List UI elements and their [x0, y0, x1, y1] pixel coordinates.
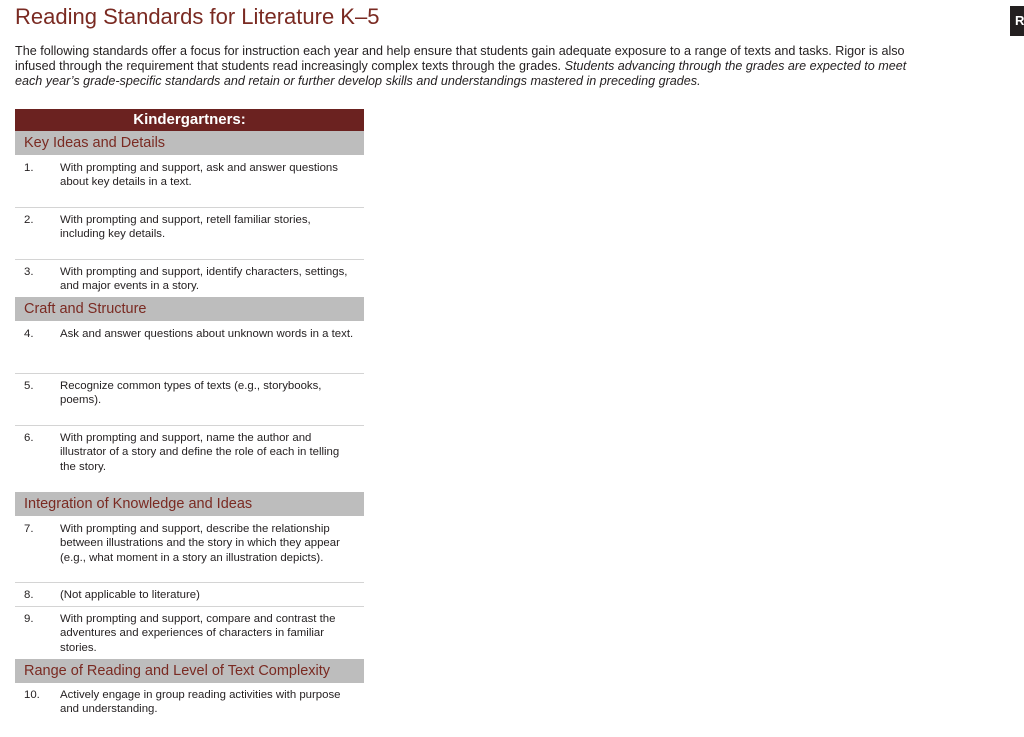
row-divider [15, 606, 364, 607]
section-craft-structure: Craft and Structure [15, 297, 364, 321]
row-divider [15, 259, 364, 260]
page-title: Reading Standards for Literature K–5 [15, 4, 380, 29]
grade-header: Kindergartners: [15, 109, 364, 131]
standard-text: With prompting and support, describe the relationship between illustrations and the story in which they appear (e.g., what moment in a story an illustration depicts). [60, 523, 340, 564]
intro-line-3 [15, 74, 1024, 89]
standard-number: 6. [24, 432, 34, 444]
intro-line-3-italic: each year’s grade-specific standards and retain or further develop skills and understandings mastered in preceding grades. [15, 74, 701, 88]
intro-paragraph [15, 44, 1024, 89]
intro-line-2 [15, 59, 1024, 74]
standard-number: 9. [24, 613, 34, 625]
row-divider [15, 582, 364, 583]
standard-text: With prompting and support, compare and contrast the adventures and experiences of characters in familiar stories. [60, 613, 336, 654]
standard-text: Actively engage in group reading activities with purpose and understanding. [60, 689, 341, 716]
intro-line-2-italic: Students advancing through the grades are expected to meet [564, 59, 907, 73]
section-integration: Integration of Knowledge and Ideas [15, 492, 364, 516]
standard-number: 10. [24, 689, 40, 701]
standard-text: With prompting and support, identify characters, settings, and major events in a story. [60, 266, 348, 293]
standard-text: With prompting and support, ask and answer questions about key details in a text. [60, 162, 338, 189]
standard-number: 2. [24, 214, 34, 226]
standard-number: 7. [24, 523, 34, 535]
section-range-of-reading: Range of Reading and Level of Text Complexity [15, 659, 364, 683]
intro-line-1: The following standards offer a focus for instruction each year and help ensure that students gain adequate exposure to a range of texts and tasks. Rigor is also [15, 44, 905, 58]
standard-number: 4. [24, 328, 34, 340]
standard-text: With prompting and support, retell familiar stories, including key details. [60, 214, 311, 241]
section-key-ideas: Key Ideas and Details [15, 131, 364, 155]
standard-text: With prompting and support, name the author and illustrator of a story and define the role of each in telling the story. [60, 432, 340, 473]
standard-number: 8. [24, 589, 34, 601]
standard-number: 5. [24, 380, 34, 392]
standard-text: (Not applicable to literature) [60, 589, 200, 601]
standard-text: Recognize common types of texts (e.g., storybooks, poems). [60, 380, 322, 407]
row-divider [15, 425, 364, 426]
intro-line-2-plain: infused through the requirement that students read increasingly complex texts through the grades. [15, 59, 562, 73]
next-page-tab[interactable]: R [1010, 6, 1024, 36]
row-divider [15, 373, 364, 374]
standard-number: 1. [24, 162, 34, 174]
standards-table [15, 109, 364, 716]
row-divider [15, 207, 364, 208]
standard-number: 3. [24, 266, 34, 278]
standard-text: Ask and answer questions about unknown words in a text. [60, 328, 354, 340]
